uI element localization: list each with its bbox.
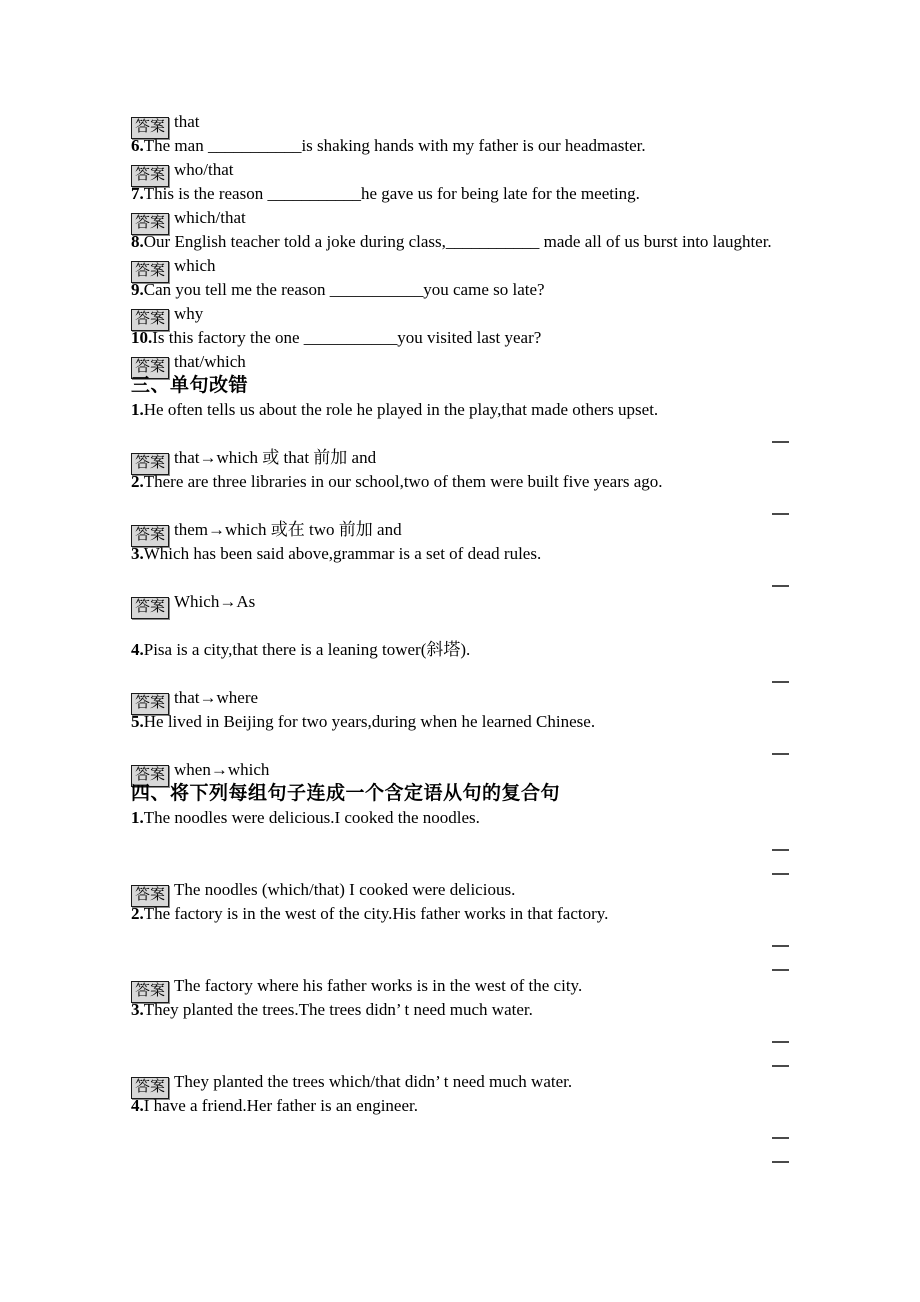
question-row — [131, 998, 851, 1022]
write-in-dash — [772, 873, 789, 875]
question-row — [131, 710, 851, 734]
answer-row — [131, 686, 851, 710]
blank-row — [131, 1118, 851, 1142]
question-number: 4. — [131, 640, 144, 659]
answer-label-box: 答案 — [131, 165, 169, 187]
answer-label-box: 答案 — [131, 981, 169, 1003]
question-text: He lived in Beijing for two years,during when he learned Chinese. — [143, 712, 596, 731]
blank-row — [131, 950, 851, 974]
question-row — [131, 398, 851, 422]
answer-label-box: 答案 — [131, 765, 169, 787]
answer-row — [131, 758, 851, 782]
question-row — [131, 638, 851, 662]
write-in-dash — [772, 1065, 789, 1067]
question-text: I have a friend.Her father is an engineer. — [143, 1096, 418, 1115]
answer-label-box: 答案 — [131, 693, 169, 715]
write-in-dash — [772, 849, 789, 851]
question-row — [131, 542, 851, 566]
question-number: 1. — [131, 400, 144, 419]
answer-row — [131, 110, 851, 134]
blank-row — [131, 830, 851, 854]
answer-row — [131, 446, 851, 470]
answer-text: why — [174, 304, 204, 323]
answer-row — [131, 878, 851, 902]
write-in-dash — [772, 969, 789, 971]
answer-row — [131, 302, 851, 326]
question-text: There are three libraries in our school,two of them were built five years ago. — [143, 472, 663, 491]
blank-row — [131, 422, 851, 446]
answer-text: that/which — [174, 352, 246, 371]
question-text: Our English teacher told a joke during class,___________ made all of us burst into laughter. — [143, 232, 772, 251]
blank-row — [131, 494, 851, 518]
answer-label-box: 答案 — [131, 1077, 169, 1099]
answer-label-box: 答案 — [131, 885, 169, 907]
question-row — [131, 470, 851, 494]
question-row — [131, 902, 851, 926]
answer-text: which/that — [174, 208, 246, 227]
write-in-dash — [772, 1161, 789, 1163]
answer-row — [131, 158, 851, 182]
worksheet-content — [131, 110, 851, 1166]
question-text: They planted the trees.The trees didn’ t need much water. — [143, 1000, 533, 1019]
question-number: 7. — [131, 184, 144, 203]
answer-label-box: 答案 — [131, 525, 169, 547]
question-number: 1. — [131, 808, 144, 827]
write-in-dash — [772, 441, 789, 443]
blank-row — [131, 1142, 851, 1166]
question-row — [131, 230, 851, 254]
write-in-dash — [772, 513, 789, 515]
question-number: 2. — [131, 472, 144, 491]
question-text: This is the reason ___________he gave us for being late for the meeting. — [143, 184, 640, 203]
question-text: He often tells us about the role he played in the play,that made others upset. — [143, 400, 659, 419]
question-text: Which has been said above,grammar is a set of dead rules. — [143, 544, 542, 563]
answer-label-box: 答案 — [131, 213, 169, 235]
answer-label-box: 答案 — [131, 117, 169, 139]
question-number: 4. — [131, 1096, 144, 1115]
question-number: 9. — [131, 280, 144, 299]
write-in-dash — [772, 753, 789, 755]
question-number: 5. — [131, 712, 144, 731]
answer-text: Which→As — [174, 592, 256, 611]
answer-row — [131, 974, 851, 998]
blank-row — [131, 1022, 851, 1046]
question-number: 3. — [131, 1000, 144, 1019]
question-text: Is this factory the one ___________you visited last year? — [152, 328, 542, 347]
question-number: 10. — [131, 328, 153, 347]
question-number: 3. — [131, 544, 144, 563]
answer-row — [131, 254, 851, 278]
question-text: The noodles were delicious.I cooked the noodles. — [143, 808, 480, 827]
answer-text: They planted the trees which/that didn’ t need much water. — [174, 1072, 573, 1091]
question-text: The factory is in the west of the city.His father works in that factory. — [143, 904, 609, 923]
blank-row — [131, 614, 851, 638]
question-row — [131, 806, 851, 830]
answer-label-box: 答案 — [131, 309, 169, 331]
question-row — [131, 326, 851, 350]
question-row — [131, 278, 851, 302]
answer-text: that→where — [174, 688, 259, 707]
blank-row — [131, 926, 851, 950]
answer-label-box: 答案 — [131, 261, 169, 283]
answer-label-box: 答案 — [131, 357, 169, 379]
question-text: Can you tell me the reason ___________you came so late? — [143, 280, 545, 299]
blank-row — [131, 854, 851, 878]
section-header: 四、将下列每组句子连成一个含定语从句的复合句 — [131, 783, 561, 804]
answer-row — [131, 350, 851, 374]
answer-text: them→which 或在 two 前加 and — [174, 520, 402, 539]
question-number: 6. — [131, 136, 144, 155]
blank-row — [131, 734, 851, 758]
write-in-dash — [772, 945, 789, 947]
answer-text: The noodles (which/that) I cooked were delicious. — [174, 880, 516, 899]
write-in-dash — [772, 585, 789, 587]
answer-text: which — [174, 256, 216, 275]
write-in-dash — [772, 1137, 789, 1139]
blank-row — [131, 566, 851, 590]
question-row — [131, 182, 851, 206]
answer-text: that — [174, 112, 200, 131]
question-number: 8. — [131, 232, 144, 251]
answer-text: The factory where his father works is in the west of the city. — [174, 976, 583, 995]
answer-row — [131, 590, 851, 614]
question-row — [131, 134, 851, 158]
section-header: 三、单句改错 — [131, 375, 249, 396]
answer-row — [131, 206, 851, 230]
question-number: 2. — [131, 904, 144, 923]
write-in-dash — [772, 1041, 789, 1043]
write-in-dash — [772, 681, 789, 683]
answer-label-box: 答案 — [131, 453, 169, 475]
answer-text: that→which 或 that 前加 and — [174, 448, 377, 467]
blank-row — [131, 662, 851, 686]
question-row — [131, 1094, 851, 1118]
answer-row — [131, 1070, 851, 1094]
blank-row — [131, 1046, 851, 1070]
answer-row — [131, 518, 851, 542]
answer-text: when→which — [174, 760, 270, 779]
answer-text: who/that — [174, 160, 234, 179]
question-text: The man ___________is shaking hands with my father is our headmaster. — [143, 136, 646, 155]
answer-label-box: 答案 — [131, 597, 169, 619]
question-text: Pisa is a city,that there is a leaning tower(斜塔). — [143, 640, 471, 659]
